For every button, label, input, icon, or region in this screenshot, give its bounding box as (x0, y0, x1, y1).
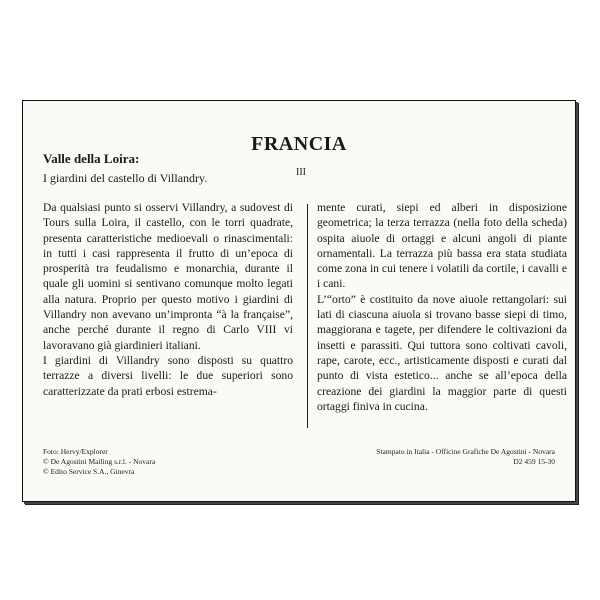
paragraph: I giardini di Villandry sono disposti su quattro terrazze a diversi livelli: le due superiori sono caratterizzate da prati erbosi estrema- (43, 353, 293, 398)
postcard-card (22, 100, 576, 502)
region-heading: Valle della Loira: (43, 151, 140, 166)
copyright-line: © Edito Service S.A., Ginevra (43, 467, 135, 476)
paragraph: mente curati, siepi ed alberi in disposizione geometrica; la terza terrazza (nella foto della scheda) ospita aiuole di ortaggi e alcuni angoli di piante ornamentali. La terrazza più bassa era stata studiata come zona in cui tenere i volatili da cortile, i cavalli e i cani. (317, 201, 567, 291)
copyright-line: © De Agostini Mailing s.r.l. - Novara (43, 457, 156, 466)
product-code: D2 459 15-30 (513, 457, 555, 466)
card-title: FRANCIA (251, 133, 347, 155)
credits-footer (43, 447, 155, 477)
printer-footer (376, 447, 555, 467)
column-divider (307, 204, 308, 428)
paragraph: L’“orto” è costituito da nove aiuole rettangolari: sui lati di ciascuna aiuola si trovano basse siepi di timo, maggiorana e tagete, per difendere le coltivazioni da insetti e parassiti. Qui tuttora sono coltivati cavoli, rape, carote, ecc., artisticamente disposti e curati dal punto di vista estetico... anche se all’epoca della creazione dei giardini la maggior parte di questi ortaggi finiva in cucina. (317, 292, 567, 413)
text-column-left (43, 200, 293, 399)
subject-line: I giardini del castello di Villandry. (43, 171, 208, 185)
paragraph: Da qualsiasi punto si osservi Villandry, a sudovest di Tours sulla Loira, il castello, con le torri quadrate, presenta caratteristiche medioevali o rinascimentali: in tutti i casi rappresenta il frutto di un’epoca di prosperità tra feudalismo e monarchia, durante il quale gli uomini si sentivano comunque molto legati alla natura. Proprio per questo motivo i giardini di Villandry non avevano un’impronta “à la française”, anche perché durante il regno di Carlo VIII vi lavoravano già giardinieri italiani. (43, 201, 293, 352)
card-number: III (296, 167, 306, 178)
text-column-right (317, 200, 567, 414)
printer-line: Stampato in Italia - Officine Grafiche De Agostini - Novara (376, 447, 555, 456)
photo-credit: Foto: Hervy/Explorer (43, 447, 108, 456)
